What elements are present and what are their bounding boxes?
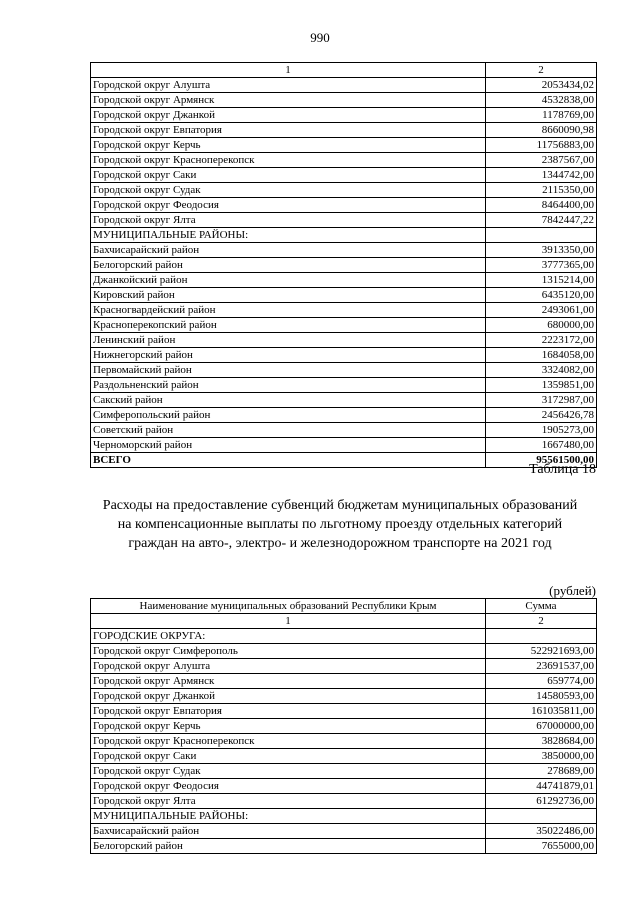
row-name: Бахчисарайский район: [91, 243, 486, 258]
row-amount: 67000000,00: [486, 719, 597, 734]
row-amount: 3172987,00: [486, 393, 597, 408]
row-name: Городской округ Евпатория: [91, 123, 486, 138]
row-name: Сакский район: [91, 393, 486, 408]
row-amount: 278689,00: [486, 764, 597, 779]
row-amount: 1684058,00: [486, 348, 597, 363]
table-row: [91, 123, 597, 138]
table-row: [91, 438, 597, 453]
row-name: Городской округ Красноперекопск: [91, 734, 486, 749]
row-amount: 1359851,00: [486, 378, 597, 393]
row-amount: 6435120,00: [486, 288, 597, 303]
row-amount: 23691537,00: [486, 659, 597, 674]
row-name: Городской округ Армянск: [91, 674, 486, 689]
table-row: [91, 228, 597, 243]
row-name: ГОРОДСКИЕ ОКРУГА:: [91, 629, 486, 644]
row-amount: 659774,00: [486, 674, 597, 689]
table-title: Расходы на предоставление субвенций бюджетам муниципальных образований на компенсационные выплаты по льготному проезду отдельных категорий граждан на авто-, электро- и железнодорожном транспорте на 2021 год: [102, 498, 578, 551]
table-row: [91, 168, 597, 183]
row-name: Городской округ Красноперекопск: [91, 153, 486, 168]
total-amount: 95561500,00: [486, 453, 597, 468]
total-row: [91, 453, 597, 468]
row-amount: [486, 809, 597, 824]
table-row: [91, 288, 597, 303]
table-row: [91, 243, 597, 258]
row-amount: 161035811,00: [486, 704, 597, 719]
table-row: [91, 303, 597, 318]
row-amount: 680000,00: [486, 318, 597, 333]
row-amount: 3850000,00: [486, 749, 597, 764]
page-number: 990: [310, 30, 330, 45]
table-row: [91, 689, 597, 704]
row-name: Городской округ Джанкой: [91, 108, 486, 123]
row-name: Городской округ Армянск: [91, 93, 486, 108]
row-name: Красноперекопский район: [91, 318, 486, 333]
row-name: Городской округ Евпатория: [91, 704, 486, 719]
table-row: [91, 674, 597, 689]
row-amount: 4532838,00: [486, 93, 597, 108]
row-amount: 522921693,00: [486, 644, 597, 659]
table-row: [91, 78, 597, 93]
row-name: Городской округ Керчь: [91, 719, 486, 734]
row-name: Красногвардейский район: [91, 303, 486, 318]
table-row: [91, 93, 597, 108]
table-header-row: [91, 599, 597, 614]
row-name: Городской округ Симферополь: [91, 644, 486, 659]
table-row: [91, 764, 597, 779]
row-name: Городской округ Алушта: [91, 659, 486, 674]
table-row: [91, 659, 597, 674]
row-amount: [486, 228, 597, 243]
row-name: Симферопольский район: [91, 408, 486, 423]
row-amount: 3913350,00: [486, 243, 597, 258]
row-amount: 3828684,00: [486, 734, 597, 749]
row-amount: 1178769,00: [486, 108, 597, 123]
subvention-table-continued: [90, 62, 597, 468]
column-number-1: 1: [91, 614, 486, 629]
row-name: Джанкойский район: [91, 273, 486, 288]
table-row: [91, 839, 597, 854]
row-name: Городской округ Алушта: [91, 78, 486, 93]
table-row: [91, 644, 597, 659]
row-name: Первомайский район: [91, 363, 486, 378]
table-row: [91, 198, 597, 213]
row-name: Городской округ Судак: [91, 183, 486, 198]
table-row: [91, 393, 597, 408]
row-amount: 2223172,00: [486, 333, 597, 348]
row-name: Черноморский район: [91, 438, 486, 453]
column-number-1: 1: [91, 63, 486, 78]
table-row: [91, 153, 597, 168]
table-label: Таблица 18: [529, 462, 596, 477]
table-row: [91, 213, 597, 228]
table-row: [91, 719, 597, 734]
row-amount: 3777365,00: [486, 258, 597, 273]
table-row: [91, 138, 597, 153]
row-name: Белогорский район: [91, 839, 486, 854]
table-row: [91, 318, 597, 333]
table-row: [91, 704, 597, 719]
row-name: Городской округ Судак: [91, 764, 486, 779]
table-row: [91, 824, 597, 839]
row-name: Городской округ Ялта: [91, 213, 486, 228]
table-row: [91, 734, 597, 749]
row-amount: 7655000,00: [486, 839, 597, 854]
table-row: [91, 348, 597, 363]
row-name: Белогорский район: [91, 258, 486, 273]
table-row: [91, 378, 597, 393]
table-row: [91, 749, 597, 764]
row-amount: 8660090,98: [486, 123, 597, 138]
row-amount: 2493061,00: [486, 303, 597, 318]
row-name: МУНИЦИПАЛЬНЫЕ РАЙОНЫ:: [91, 228, 486, 243]
row-name: Кировский район: [91, 288, 486, 303]
table-row: [91, 183, 597, 198]
row-amount: 1315214,00: [486, 273, 597, 288]
row-name: Городской округ Саки: [91, 168, 486, 183]
row-name: Городской округ Феодосия: [91, 198, 486, 213]
row-name: Городской округ Джанкой: [91, 689, 486, 704]
row-amount: 1667480,00: [486, 438, 597, 453]
row-amount: 1344742,00: [486, 168, 597, 183]
table-row: [91, 779, 597, 794]
row-amount: 2456426,78: [486, 408, 597, 423]
table-row: [91, 333, 597, 348]
table-column-numbers: [91, 63, 597, 78]
row-amount: [486, 629, 597, 644]
column-header-name: Наименование муниципальных образований Республики Крым: [91, 599, 486, 614]
row-name: Ленинский район: [91, 333, 486, 348]
row-name: Городской округ Ялта: [91, 794, 486, 809]
column-number-2: 2: [486, 63, 597, 78]
row-amount: 2387567,00: [486, 153, 597, 168]
row-name: Нижнегорский район: [91, 348, 486, 363]
table-row: [91, 273, 597, 288]
table-row: [91, 108, 597, 123]
row-name: Советский район: [91, 423, 486, 438]
table-row: [91, 423, 597, 438]
row-amount: 3324082,00: [486, 363, 597, 378]
table-row: [91, 629, 597, 644]
table-row: [91, 809, 597, 824]
row-amount: 1905273,00: [486, 423, 597, 438]
row-name: Бахчисарайский район: [91, 824, 486, 839]
row-name: Городской округ Керчь: [91, 138, 486, 153]
row-name: Раздольненский район: [91, 378, 486, 393]
row-name: МУНИЦИПАЛЬНЫЕ РАЙОНЫ:: [91, 809, 486, 824]
row-amount: 61292736,00: [486, 794, 597, 809]
row-name: Городской округ Феодосия: [91, 779, 486, 794]
table-row: [91, 408, 597, 423]
row-amount: 2115350,00: [486, 183, 597, 198]
row-amount: 44741879,01: [486, 779, 597, 794]
transport-compensation-table: [90, 598, 597, 854]
table-row: [91, 258, 597, 273]
row-amount: 14580593,00: [486, 689, 597, 704]
row-amount: 11756883,00: [486, 138, 597, 153]
units-label: (рублей): [549, 583, 596, 598]
row-amount: 8464400,00: [486, 198, 597, 213]
column-header-sum: Сумма: [486, 599, 597, 614]
row-name: Городской округ Саки: [91, 749, 486, 764]
column-number-2: 2: [486, 614, 597, 629]
table-column-numbers: [91, 614, 597, 629]
row-amount: 7842447,22: [486, 213, 597, 228]
table-row: [91, 363, 597, 378]
total-label: ВСЕГО: [91, 453, 486, 468]
row-amount: 2053434,02: [486, 78, 597, 93]
row-amount: 35022486,00: [486, 824, 597, 839]
table-row: [91, 794, 597, 809]
